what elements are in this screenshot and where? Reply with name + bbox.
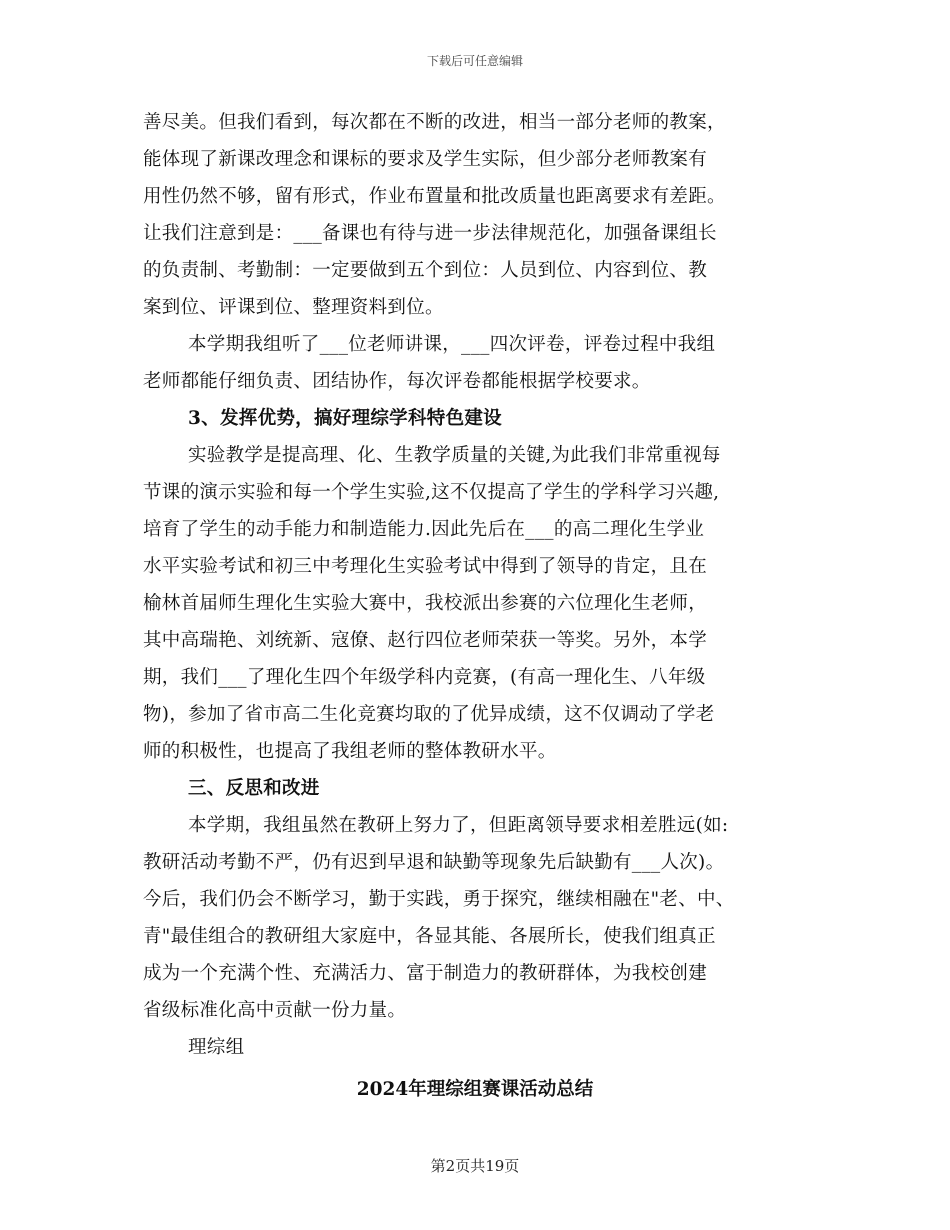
text-line: 今后，我们仍会不断学习，勤于实践，勇于探究，继续相融在"老、中、 bbox=[143, 889, 735, 910]
text-line: 教研活动考勤不严，仍有迟到早退和缺勤等现象先后缺勤有___人次)。 bbox=[143, 852, 725, 873]
text-line: 能体现了新课改理念和课标的要求及学生实际，但少部分老师教案有 bbox=[143, 149, 708, 170]
text-line: 善尽美。但我们看到，每次都在不断的改进，相当一部分老师的教案， bbox=[143, 112, 726, 133]
page-header: 下载后可任意编辑 bbox=[426, 54, 523, 68]
page-footer: 第2页共19页 bbox=[430, 1157, 520, 1175]
section-heading: 三、反思和改进 bbox=[188, 778, 320, 799]
text-line: 老师都能仔细负责、团结协作，每次评卷都能根据学校要求。 bbox=[143, 371, 651, 392]
text-line: 让我们注意到是：___备课也有待与进一步法律规范化，加强备课组长 bbox=[143, 223, 717, 244]
text-line: 榆林首届师生理化生实验大赛中，我校派出参赛的六位理化生老师， bbox=[143, 593, 708, 614]
text-line: 本学期我组听了___位老师讲课，___四次评卷，评卷过程中我组 bbox=[188, 334, 716, 355]
text-line: 用性仍然不够，留有形式，作业布置量和批改质量也距离要求有差距。 bbox=[143, 186, 726, 207]
text-line: 期，我们___了理化生四个年级学科内竞赛，(有高一理化生、八年级 bbox=[143, 667, 706, 688]
text-line: 理综组 bbox=[188, 1037, 245, 1058]
text-line: 的负责制、考勤制：一定要做到五个到位：人员到位、内容到位、教 bbox=[143, 260, 708, 281]
text-line: 省级标准化高中贡献一份力量。 bbox=[143, 1000, 407, 1021]
text-line: 成为一个充满个性、充满活力、富于制造力的教研群体，为我校创建 bbox=[143, 963, 708, 984]
section-heading: 3、发挥优势，搞好理综学科特色建设 bbox=[188, 408, 502, 429]
section-title: 2024年理综组赛课活动总结 bbox=[356, 1079, 594, 1100]
text-line: 师的积极性，也提高了我组老师的整体教研水平。 bbox=[143, 741, 557, 762]
text-line: 实验教学是提高理、化、生教学质量的关键,为此我们非常重视每 bbox=[188, 445, 721, 466]
text-line: 青"最佳组合的教研组大家庭中，各显其能、各展所长，使我们组真正 bbox=[143, 926, 716, 947]
text-line: 其中高瑞艳、刘统新、寇僚、赵行四位老师荣获一等奖。另外，本学 bbox=[143, 630, 708, 651]
text-line: 案到位、评课到位、整理资料到位。 bbox=[143, 297, 444, 318]
text-line: 培育了学生的动手能力和制造能力.因此先后在___的高二理化生学业 bbox=[143, 519, 705, 540]
text-line: 物)，参加了省市高二生化竞赛均取的了优异成绩，这不仅调动了学老 bbox=[143, 704, 715, 725]
text-line: 节课的演示实验和每一个学生实验,这不仅提高了学生的学科学习兴趣, bbox=[143, 482, 720, 503]
text-line: 本学期，我组虽然在教研上努力了，但距离领导要求相差胜远(如: bbox=[188, 815, 729, 836]
text-line: 水平实验考试和初三中考理化生实验考试中得到了领导的肯定，且在 bbox=[143, 556, 708, 577]
document-body bbox=[143, 104, 823, 1066]
